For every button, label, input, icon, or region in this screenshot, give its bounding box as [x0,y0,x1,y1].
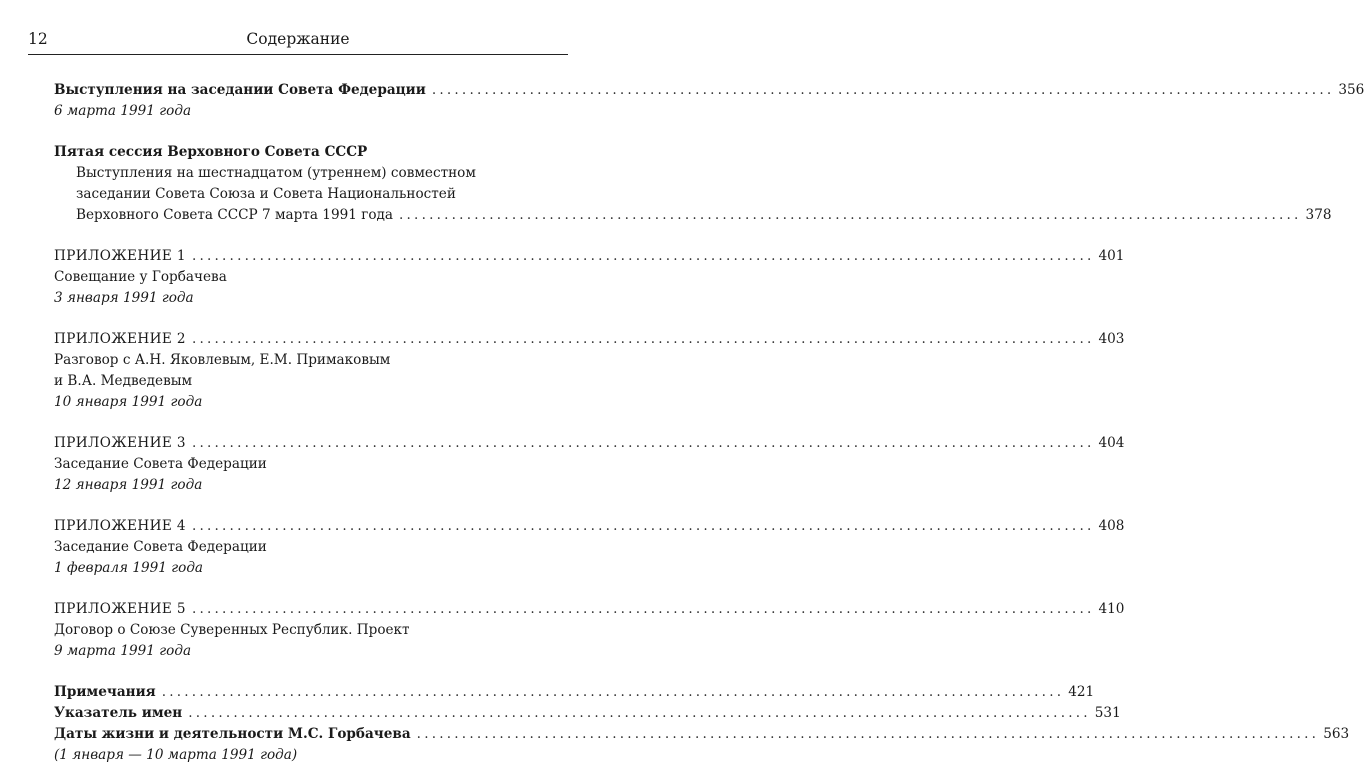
toc-entry-title: ПРИЛОЖЕНИЕ 1 [54,248,186,264]
toc-entry-appendix-5 [54,599,1125,662]
toc-entry-date: (1 января — 10 марта 1991 года) [54,747,298,763]
toc-page-number: 356 [1338,82,1364,98]
toc-entry-speeches-federation-council [54,80,1364,122]
toc-entry-subtitle: Совещание у Горбачева [54,269,227,285]
toc-line[interactable] [54,724,1350,745]
toc-entry-date: 12 января 1991 года [54,477,203,493]
dot-leader: ........................................................................................................................ [191,518,1095,534]
toc-entry-fifth-session [54,142,1332,226]
toc-page-number: 401 [1098,248,1125,264]
toc-line[interactable] [54,246,1125,267]
toc-entry-text: Верховного Совета СССР 7 марта 1991 года [76,207,394,223]
dot-leader: ........................................................................................................................ [191,435,1095,451]
toc-line[interactable] [54,433,1125,454]
toc-entry-title: Указатель имен [54,705,183,721]
page-header [28,30,568,50]
dot-leader: ........................................................................................................................ [188,705,1091,721]
toc-page-number: 404 [1098,435,1125,451]
running-title: Содержание [246,30,350,48]
toc-entry-appendix-4 [54,516,1125,579]
toc-entry-notes [54,682,1095,703]
dot-leader: ........................................................................................................................ [191,601,1095,617]
toc-entry-title: Выступления на заседании Совета Федерации [54,82,426,98]
page-number: 12 [28,30,48,48]
toc-line[interactable] [54,599,1125,620]
toc-entry-title: ПРИЛОЖЕНИЕ 5 [54,601,186,617]
toc-entry-title: Примечания [54,684,156,700]
toc-entry-date: 6 марта 1991 года [54,103,192,119]
toc-line[interactable] [54,205,1332,226]
toc-line[interactable] [54,516,1125,537]
toc-entry-appendix-2 [54,329,1125,413]
toc-page-number: 421 [1068,684,1095,700]
toc-entry-text: Выступления на шестнадцатом (утреннем) совместном [76,165,476,181]
toc-page-number: 531 [1094,705,1121,721]
toc-entry-name-index [54,703,1121,724]
toc-entry-title: ПРИЛОЖЕНИЕ 2 [54,331,186,347]
toc-line[interactable] [54,703,1121,724]
table-of-contents [54,80,1364,766]
dot-leader: ........................................................................................................................ [416,726,1320,742]
toc-line[interactable] [54,682,1095,703]
toc-page-number: 408 [1098,518,1125,534]
toc-entry-subtitle: Разговор с А.Н. Яковлевым, Е.М. Примаковым [54,352,391,368]
toc-entry-date: 10 января 1991 года [54,394,203,410]
toc-page-number: 378 [1305,207,1332,223]
dot-leader: ........................................................................................................................ [431,82,1335,98]
dot-leader: ........................................................................................................................ [399,207,1302,223]
toc-entry-title: ПРИЛОЖЕНИЕ 4 [54,518,186,534]
toc-entry-date: 3 января 1991 года [54,290,194,306]
toc-page-number: 563 [1323,726,1350,742]
toc-section-heading: Пятая сессия Верховного Совета СССР [54,144,368,160]
toc-entry-date: 9 марта 1991 года [54,643,192,659]
toc-entry-title: Даты жизни и деятельности М.С. Горбачева [54,726,411,742]
toc-page-number: 403 [1098,331,1125,347]
dot-leader: ........................................................................................................................ [191,248,1095,264]
toc-entry-subtitle: и В.А. Медведевым [54,373,193,389]
dot-leader: ........................................................................................................................ [191,331,1095,347]
toc-entry-subtitle: Договор о Союзе Суверенных Республик. Проект [54,622,410,638]
toc-entry-subtitle: Заседание Совета Федерации [54,539,267,555]
toc-entry-title: ПРИЛОЖЕНИЕ 3 [54,435,186,451]
toc-page-number: 410 [1098,601,1125,617]
toc-line[interactable] [54,329,1125,350]
dot-leader: ........................................................................................................................ [161,684,1065,700]
header-rule [28,54,568,55]
toc-entry-chronology [54,724,1350,766]
toc-entry-subtitle: Заседание Совета Федерации [54,456,267,472]
toc-line[interactable] [54,80,1364,101]
toc-entry-appendix-3 [54,433,1125,496]
toc-entry-text: заседании Совета Союза и Совета Национальностей [76,186,456,202]
toc-entry-date: 1 февраля 1991 года [54,560,204,576]
toc-entry-appendix-1 [54,246,1125,309]
